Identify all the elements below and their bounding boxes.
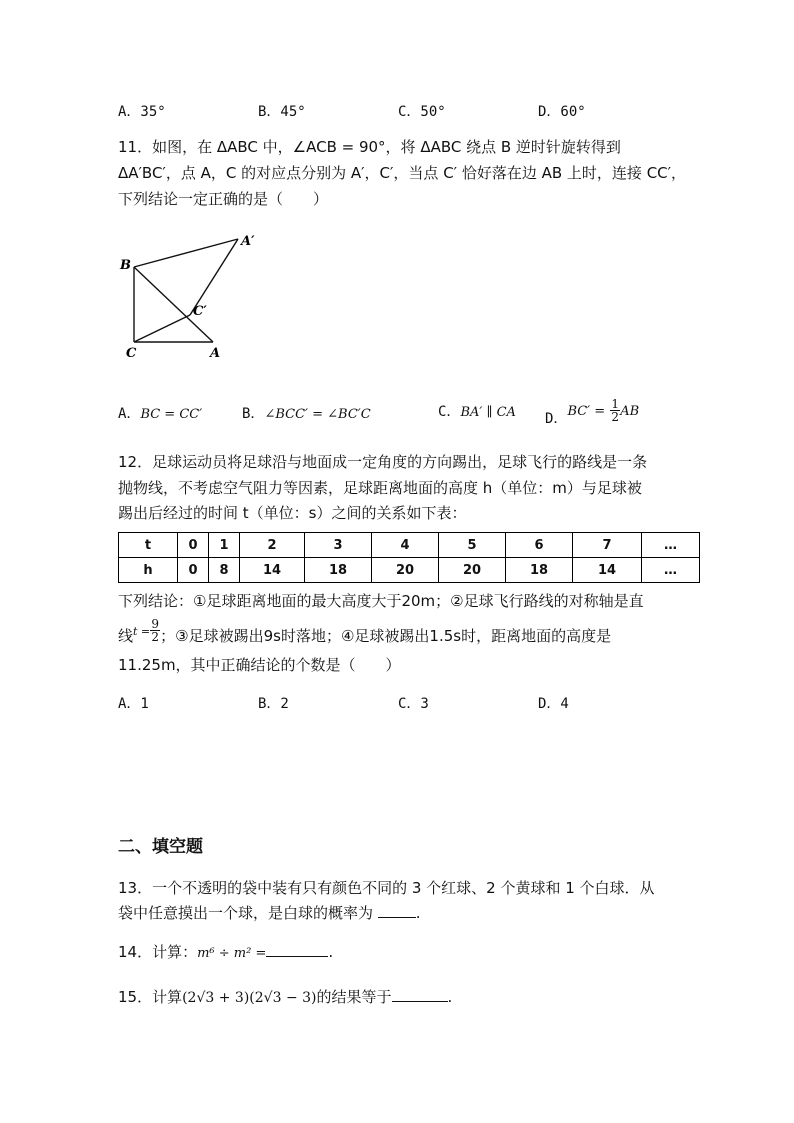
- table-cell: 3: [305, 533, 372, 558]
- q10-option-a: A．35°: [118, 104, 166, 120]
- table-cell: …: [642, 558, 700, 583]
- table-cell: 0: [178, 558, 209, 583]
- q12-conclusions-line1: 下列结论：①足球距离地面的最大高度大于20m；②足球飞行路线的对称轴是直: [118, 592, 644, 610]
- figure-label-c: C: [126, 346, 137, 361]
- q12-option-d: D．4: [538, 696, 569, 712]
- q11-stem-line1: 11．如图，在 ΔABC 中，∠ACB = 90°，将 ΔABC 绕点 B 逆时针旋转得到: [118, 138, 621, 156]
- q12-conclusions-line3: 11.25m，其中正确结论的个数是（ ）: [118, 656, 401, 674]
- q12-conclusions-line2: 线$^{t =}$ $\frac{9}{2}$ ；③足球被踢出9s时落地；④足球被踢出1.5s时，距离地面的高度是: [118, 617, 612, 645]
- table-cell: 18: [506, 558, 573, 583]
- table-cell: …: [642, 533, 700, 558]
- q15-stem: 15．计算(2√3 + 3)(2√3 − 3)的结果等于 .: [118, 988, 453, 1006]
- q15-answer-blank[interactable]: [392, 987, 448, 1002]
- q11-stem-line2: ΔA′BC′，点 A，C 的对应点分别为 A′，C′，当点 C′ 恰好落在边 AB 上时，连接 CC′，: [118, 164, 687, 182]
- section-heading: 二、填空题: [118, 837, 203, 857]
- q14-answer-blank[interactable]: [266, 942, 328, 957]
- table-cell: 5: [439, 533, 506, 558]
- table-cell: 6: [506, 533, 573, 558]
- q11-option-a: A．BC = CC′: [118, 406, 203, 422]
- table-cell: 0: [178, 533, 209, 558]
- table-cell: 20: [439, 558, 506, 583]
- table-cell: 7: [573, 533, 642, 558]
- table-cell: 14: [573, 558, 642, 583]
- q12-option-c: C．3: [398, 696, 429, 712]
- q10-option-c: C．50°: [398, 104, 446, 120]
- figure-label-a: A: [210, 346, 221, 361]
- figure-label-c-prime: C′: [193, 304, 207, 319]
- q13-stem-line2: 袋中任意摸出一个球，是白球的概率为 .: [118, 904, 421, 922]
- q13-stem-line1: 13．一个不透明的袋中装有只有颜色不同的 3 个红球、2 个黄球和 1 个白球．从: [118, 879, 655, 897]
- q11-stem-line3: 下列结论一定正确的是（ ）: [118, 190, 329, 208]
- q12-stem-line3: 踢出后经过的时间 t（单位：s）之间的关系如下表：: [118, 504, 467, 522]
- figure-label-a-prime: A′: [241, 234, 255, 249]
- table-cell: 18: [305, 558, 372, 583]
- table-cell: 14: [240, 558, 305, 583]
- q11-figure: [108, 225, 268, 365]
- table-cell: 8: [209, 558, 240, 583]
- table-cell: 2: [240, 533, 305, 558]
- q11-option-b: B．∠BCC′ = ∠BC′C: [242, 406, 371, 422]
- q12-option-a: A．1: [118, 696, 149, 712]
- q12-stem-line2: 抛物线，不考虑空气阻力等因素，足球距离地面的高度 h（单位：m）与足球被: [118, 479, 642, 497]
- q11-option-c: C．BA′ ∥ CA: [438, 404, 516, 420]
- q14-stem: 14．计算：m⁶ ÷ m² = .: [118, 943, 334, 961]
- table-cell: 20: [372, 558, 439, 583]
- q10-option-d: D．60°: [538, 104, 586, 120]
- q13-answer-blank[interactable]: [378, 903, 416, 918]
- table-row-t: [119, 533, 700, 558]
- q12-option-b: B．2: [258, 696, 289, 712]
- q12-stem-line1: 12．足球运动员将足球沿与地面成一定角度的方向踢出，足球飞行的路线是一条: [118, 453, 648, 471]
- table-header-h: h: [119, 558, 178, 583]
- figure-label-b: B: [120, 258, 131, 273]
- table-row-h: [119, 558, 700, 583]
- table-cell: 1: [209, 533, 240, 558]
- time-height-table: [118, 532, 700, 583]
- q10-option-b: B．45°: [258, 104, 306, 120]
- table-cell: 4: [372, 533, 439, 558]
- table-header-t: t: [119, 533, 178, 558]
- q11-option-d: D．BC′ = $\frac{1}{2}$ AB: [545, 397, 640, 427]
